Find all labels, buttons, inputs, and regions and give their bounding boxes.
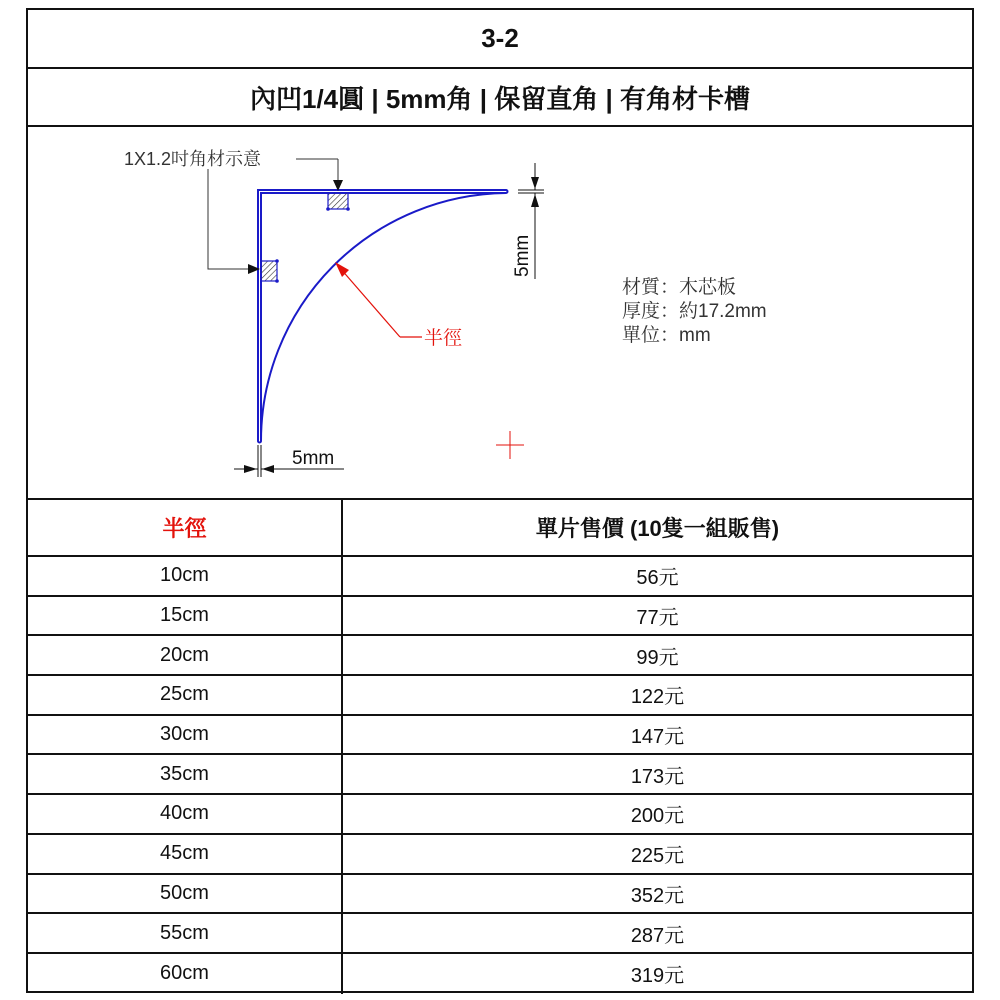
- price-table: [28, 498, 972, 994]
- dim-horizontal-label: 5mm: [292, 448, 335, 469]
- table-row: [28, 676, 972, 716]
- cell-price: 99元: [636, 646, 679, 669]
- table-row: [28, 557, 972, 597]
- corner-strip-left: [261, 261, 277, 281]
- table-row: [28, 875, 972, 915]
- table-row: [28, 636, 972, 676]
- corner-strip-top: [328, 193, 348, 209]
- product-code: 3-2: [28, 10, 972, 69]
- header-price: 單片售價 (10隻一組販售): [535, 516, 780, 541]
- cell-price: 122元: [630, 686, 685, 709]
- table-row: [28, 716, 972, 756]
- cell-radius: 30cm: [28, 716, 343, 754]
- table-row: [28, 597, 972, 637]
- dim-horizontal-arrows: [244, 465, 274, 473]
- profile-diagram: [28, 127, 972, 498]
- cell-radius: 10cm: [28, 557, 343, 595]
- spec-unit: 單位：mm: [622, 325, 711, 346]
- product-subtitle: 內凹1/4圓 | 5mm角 | 保留直角 | 有角材卡槽: [28, 69, 972, 127]
- spec-thickness: 厚度：約17.2mm: [622, 301, 767, 322]
- cell-price: 200元: [630, 805, 685, 828]
- cell-radius: 15cm: [28, 597, 343, 635]
- cell-price: 319元: [630, 965, 685, 988]
- cell-price: 225元: [630, 845, 685, 868]
- cell-price: 77元: [636, 607, 679, 630]
- radius-arrowhead: [335, 262, 349, 277]
- corner-strip-label: 1X1.2吋角材示意: [124, 149, 262, 169]
- table-row: [28, 755, 972, 795]
- cell-radius: 60cm: [28, 954, 343, 994]
- origin-cross: [496, 431, 524, 459]
- cell-price: 352元: [630, 884, 685, 907]
- cell-radius: 45cm: [28, 835, 343, 873]
- cell-radius: 55cm: [28, 914, 343, 952]
- dim-vertical-arrows: [531, 177, 539, 207]
- radius-label: 半徑: [424, 328, 463, 349]
- table-row: [28, 795, 972, 835]
- radius-leader: [340, 268, 422, 337]
- table-body: [28, 557, 972, 994]
- table-header-row: [28, 500, 972, 557]
- strip-leaders: [208, 159, 338, 269]
- dim-vertical-label: 5mm: [512, 234, 533, 277]
- cell-price: 287元: [630, 924, 685, 947]
- table-row: [28, 914, 972, 954]
- header-radius: 半徑: [28, 500, 343, 555]
- cell-price: 56元: [636, 567, 679, 590]
- cell-price: 147元: [630, 726, 685, 749]
- cell-radius: 50cm: [28, 875, 343, 913]
- cell-radius: 35cm: [28, 755, 343, 793]
- cell-radius: 25cm: [28, 676, 343, 714]
- strip-nodes: [275, 207, 350, 283]
- table-row: [28, 954, 972, 994]
- cell-radius: 20cm: [28, 636, 343, 674]
- product-sheet: [26, 8, 974, 993]
- cell-radius: 40cm: [28, 795, 343, 833]
- profile-drawing: [28, 127, 972, 498]
- table-row: [28, 835, 972, 875]
- spec-material: 材質：木芯板: [622, 277, 737, 298]
- cell-price: 173元: [630, 765, 685, 788]
